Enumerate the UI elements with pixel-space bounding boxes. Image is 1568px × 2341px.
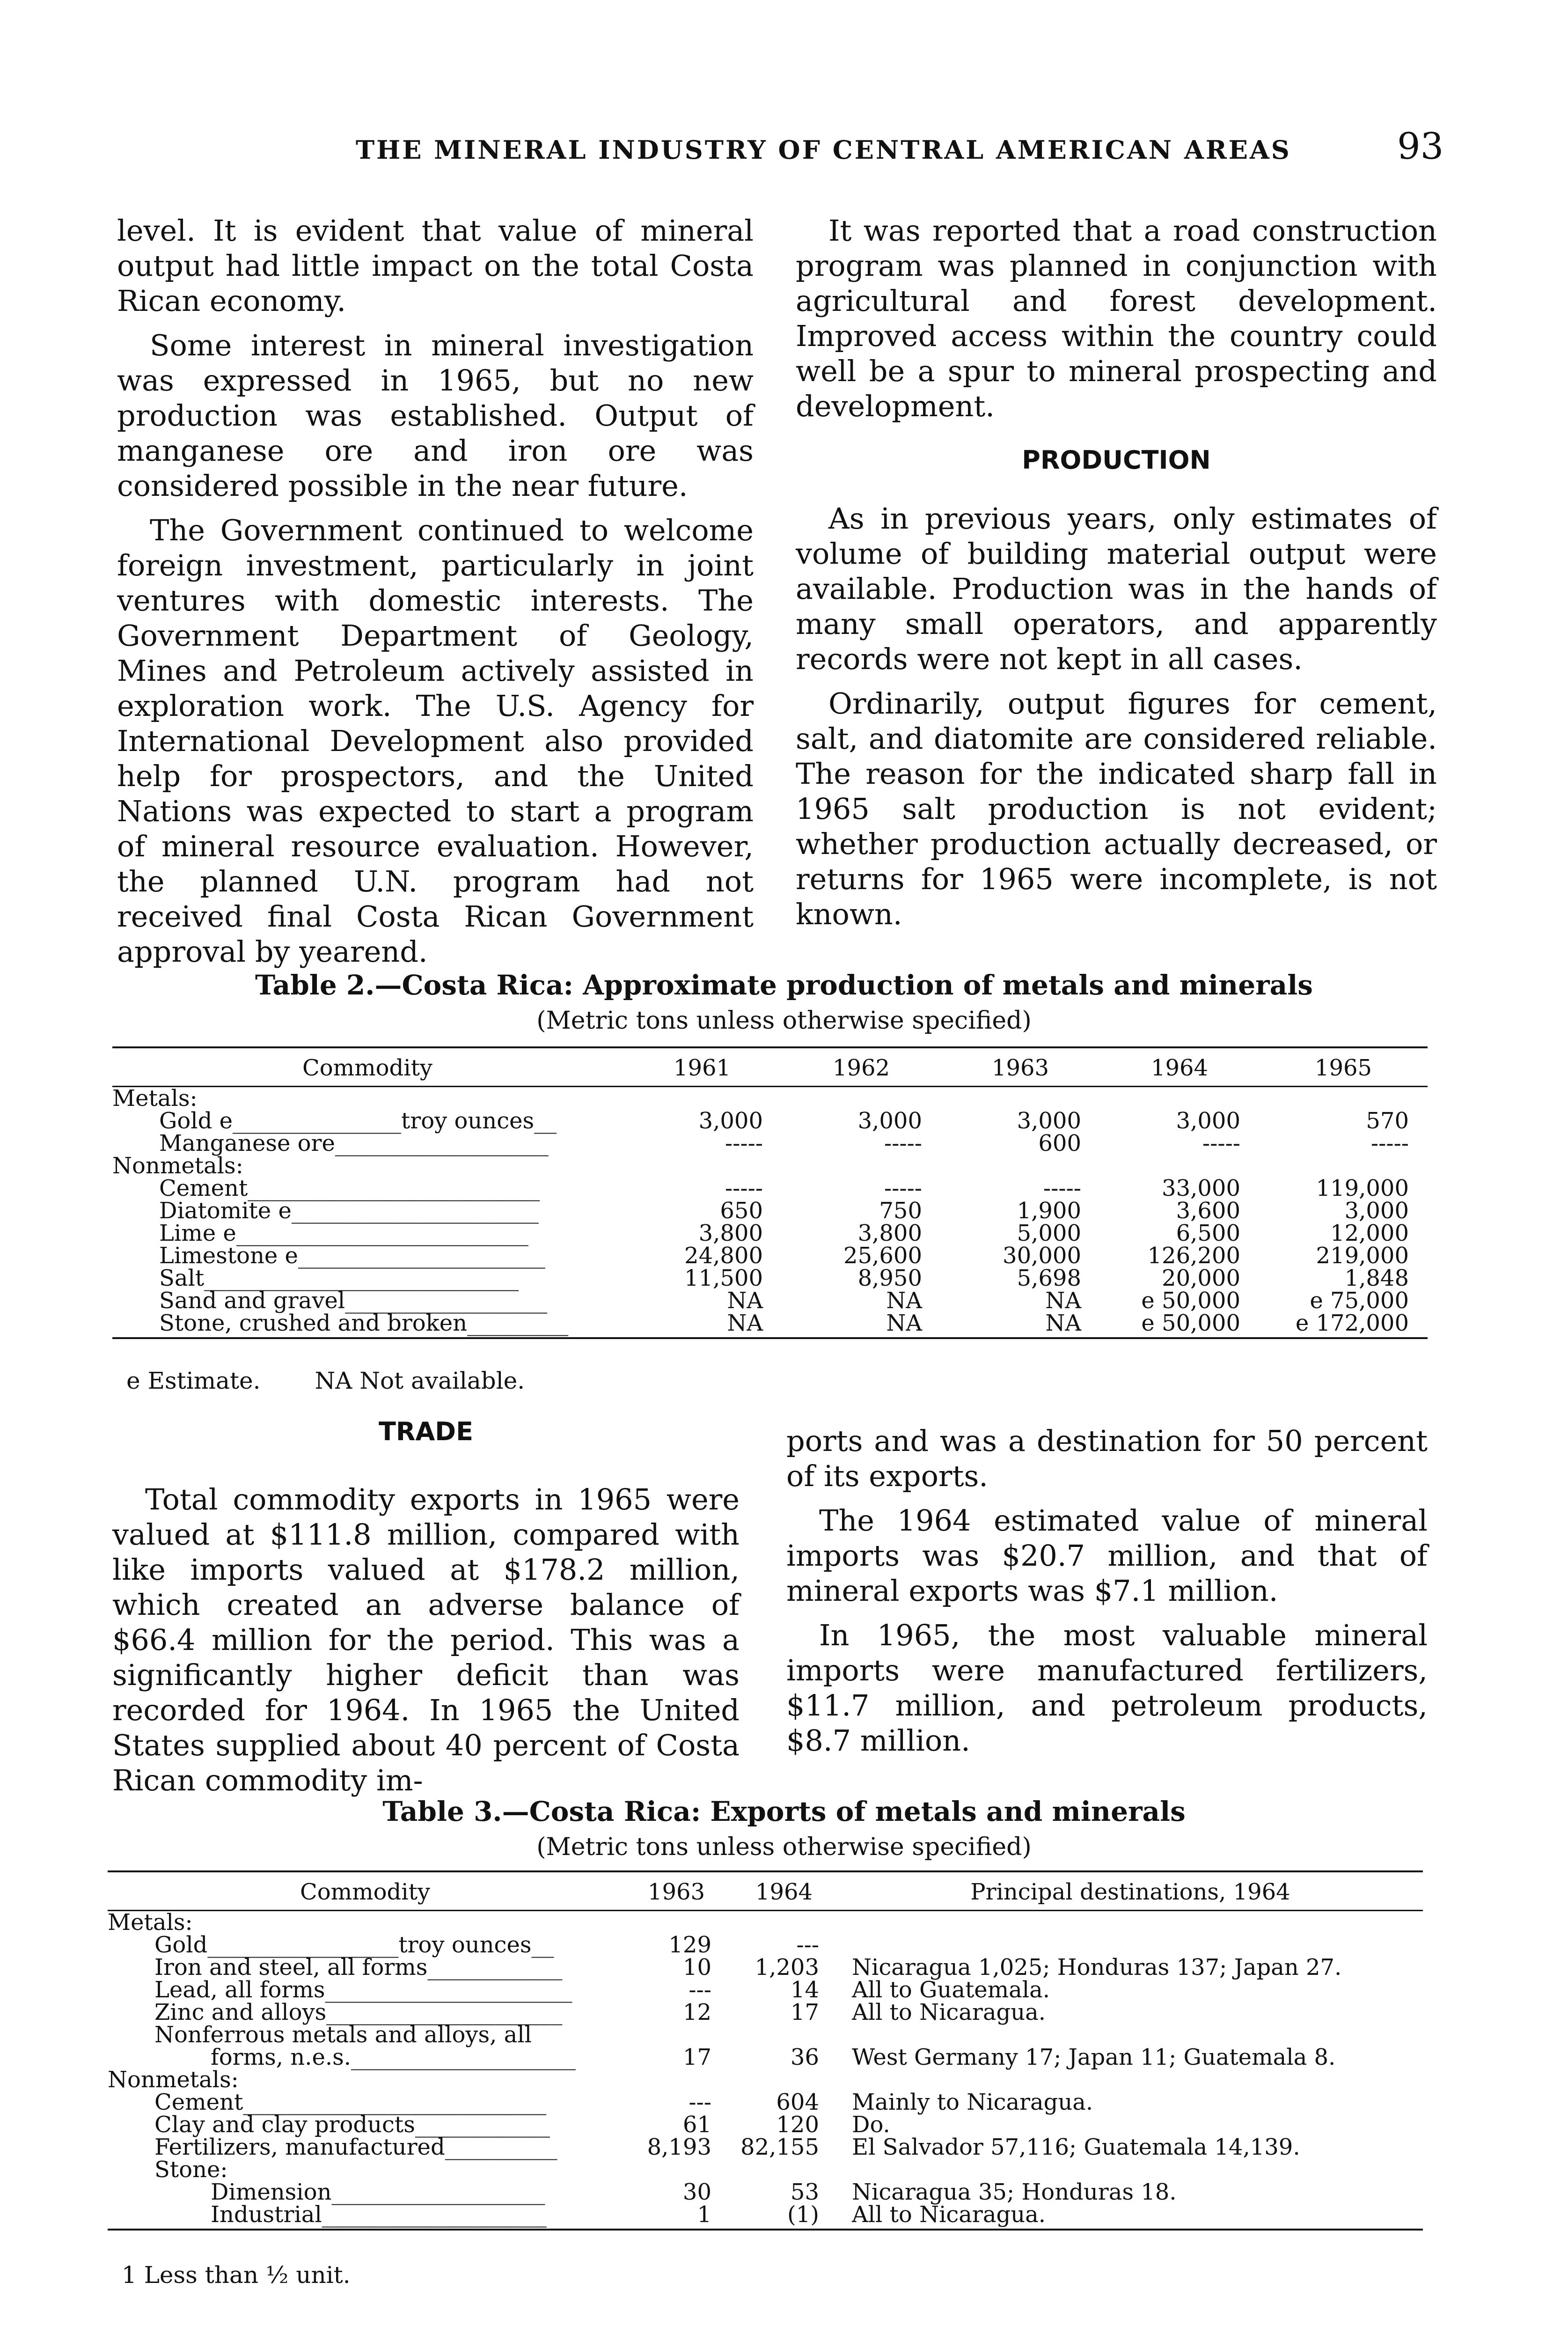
paragraph: ports and was a destination for 50 percent of its exports. xyxy=(786,1424,1428,1493)
table-row xyxy=(108,1911,1423,1934)
value-cell xyxy=(782,1155,941,1177)
value-cell: 8,193 xyxy=(647,2134,711,2160)
paragraph: It was reported that a road construction program was planned in conjunction with agricultural and forest development. Improved access within the country could well be a spur to mineral prospecting and development. xyxy=(796,213,1437,423)
left-column-top xyxy=(117,213,754,979)
value-cell: 25,600 xyxy=(843,1243,922,1269)
value-cell: 10 xyxy=(682,1954,711,1980)
value-cell: 219,000 xyxy=(1316,1243,1409,1269)
table-row xyxy=(108,2024,1423,2046)
value-cell: --- xyxy=(689,2089,711,2115)
value-cell: 1,203 xyxy=(755,1954,819,1980)
value-cell: 24,800 xyxy=(684,1243,763,1269)
value-cell: 61 xyxy=(682,2112,711,2138)
paragraph: As in previous years, only estimates of volume of building material output were available. Production was in the hands of many small operators, and apparently records were not kept in all cases. xyxy=(796,501,1437,676)
value-cell: 119,000 xyxy=(1316,1175,1409,1201)
table-body xyxy=(108,1911,1423,2230)
destination-cell: El Salvador 57,116; Guatemala 14,139. xyxy=(852,2134,1300,2160)
destination-cell: Mainly to Nicaragua. xyxy=(852,2089,1093,2115)
table-row xyxy=(108,2181,1423,2203)
column-header: 1963 xyxy=(623,1871,730,1911)
commodity-cell: Stone, crushed and broken_________ xyxy=(112,1312,623,1338)
column-header: 1964 xyxy=(1100,1047,1259,1087)
value-cell xyxy=(941,1155,1100,1177)
table3-footnote: 1 Less than ½ unit. xyxy=(122,2261,351,2289)
commodity-cell: Gold_________________troy ounces__ xyxy=(154,1932,554,1958)
commodity-cell: Nonferrous metals and alloys, all xyxy=(154,2022,532,2048)
right-column-top xyxy=(796,213,1437,941)
commodity-cell: Lead, all forms______________________ xyxy=(154,1977,572,2003)
commodity-cell: Diatomite e______________________ xyxy=(159,1198,539,1224)
paragraph: Ordinarily, output figures for cement, salt, and diatomite are considered reliable. The reason for the indicated sharp fall in 1965 salt production is not evident; whether production actually decreased, or returns for 1965 were incomplete, is not known. xyxy=(796,686,1437,931)
value-cell: --- xyxy=(689,1977,711,2003)
value-cell: NA xyxy=(1045,1288,1081,1314)
value-cell: 126,200 xyxy=(1147,1243,1240,1269)
destination-cell xyxy=(838,2024,1423,2046)
table-row xyxy=(112,1200,1428,1222)
value-cell: NA xyxy=(886,1288,922,1314)
commodity-cell: Clay and clay products____________ xyxy=(154,2112,550,2138)
value-cell: 1,900 xyxy=(1017,1198,1081,1224)
value-cell xyxy=(623,1087,782,1110)
table-row xyxy=(108,2158,1423,2181)
table-row xyxy=(108,2091,1423,2113)
value-cell: 8,950 xyxy=(857,1265,922,1291)
destination-cell xyxy=(838,2069,1423,2091)
value-cell: NA xyxy=(623,1312,782,1338)
value-cell: 600 xyxy=(1038,1130,1081,1156)
value-cell: e 50,000 xyxy=(1100,1312,1259,1338)
value-cell: 129 xyxy=(668,1932,711,1958)
table-row xyxy=(112,1244,1428,1267)
commodity-cell: Gold e_______________troy ounces__ xyxy=(159,1108,557,1134)
table-body xyxy=(112,1087,1428,1339)
paragraph: Total commodity exports in 1965 were valued at $111.8 million, compared with like imports valued at $178.2 million, which created an adverse balance of $66.4 million for the period. This was a significantly higher deficit than was recorded for 1964. In 1965 the United States supplied about 40 percent of Costa Rican commodity im- xyxy=(112,1482,740,1797)
table-row xyxy=(108,2113,1423,2136)
column-header: 1965 xyxy=(1259,1047,1428,1087)
commodity-cell: Zinc and alloys_____________________ xyxy=(154,1999,563,2025)
value-cell: 3,600 xyxy=(1176,1198,1240,1224)
value-cell xyxy=(623,1911,730,1934)
value-cell xyxy=(730,2069,838,2091)
value-cell: ----- xyxy=(884,1175,922,1201)
value-cell: e 50,000 xyxy=(1141,1288,1240,1314)
value-cell: NA xyxy=(941,1312,1100,1338)
destination-cell xyxy=(838,1934,1423,1956)
value-cell: 750 xyxy=(879,1198,922,1224)
column-header: 1961 xyxy=(623,1047,782,1087)
table3-title: Table 3.—Costa Rica: Exports of metals and minerals xyxy=(382,1796,1186,1827)
left-column-trade xyxy=(112,1414,740,1807)
table-row xyxy=(108,2069,1423,2091)
value-cell: 11,500 xyxy=(684,1265,763,1291)
value-cell: NA xyxy=(727,1288,763,1314)
exports-table xyxy=(108,1870,1423,2231)
value-cell: ----- xyxy=(1202,1130,1240,1156)
column-header: Principal destinations, 1964 xyxy=(838,1871,1423,1911)
value-cell: 3,800 xyxy=(698,1220,763,1246)
footnote-na: NA Not available. xyxy=(315,1367,525,1394)
paragraph: The 1964 estimated value of mineral imports was $20.7 million, and that of mineral exports was $7.1 million. xyxy=(786,1503,1428,1608)
value-cell xyxy=(1100,1155,1259,1177)
value-cell: 1 xyxy=(623,2203,730,2230)
value-cell: 36 xyxy=(790,2044,819,2070)
table-header-row xyxy=(112,1047,1428,1087)
value-cell: 20,000 xyxy=(1162,1265,1240,1291)
value-cell: e 172,000 xyxy=(1259,1312,1428,1338)
value-cell: NA xyxy=(782,1312,941,1338)
value-cell: ----- xyxy=(884,1130,922,1156)
table-row xyxy=(112,1222,1428,1244)
value-cell: 3,000 xyxy=(1017,1108,1081,1134)
table-row xyxy=(112,1289,1428,1312)
commodity-cell: Fertilizers, manufactured__________ xyxy=(154,2134,557,2160)
table-row xyxy=(108,1956,1423,1979)
destination-cell: All to Nicaragua. xyxy=(838,2203,1423,2230)
value-cell: 53 xyxy=(790,2179,819,2205)
value-cell: 650 xyxy=(720,1198,763,1224)
commodity-cell: Iron and steel, all forms____________ xyxy=(154,1954,563,1980)
column-header: 1964 xyxy=(730,1871,838,1911)
commodity-cell: Limestone e______________________ xyxy=(159,1243,545,1269)
destination-cell: Nicaragua 1,025; Honduras 137; Japan 27. xyxy=(852,1954,1342,1980)
value-cell: 6,500 xyxy=(1176,1220,1240,1246)
column-header: 1962 xyxy=(782,1047,941,1087)
destination-cell: Do. xyxy=(852,2112,890,2138)
value-cell xyxy=(623,2069,730,2091)
commodity-cell: Salt____________________________ xyxy=(159,1265,519,1291)
commodity-cell: Nonmetals: xyxy=(112,1153,243,1179)
commodity-cell: Dimension___________________ xyxy=(211,2179,545,2205)
commodity-cell: Stone: xyxy=(154,2157,228,2183)
value-cell: 5,698 xyxy=(1017,1265,1081,1291)
table-row xyxy=(112,1312,1428,1338)
paragraph: In 1965, the most valuable mineral imports were manufactured fertilizers, $11.7 million, and petroleum products, $8.7 million. xyxy=(786,1618,1428,1758)
value-cell: 1,848 xyxy=(1344,1265,1409,1291)
paragraph: level. It is evident that value of mineral output had little impact on the total Costa Rican economy. xyxy=(117,213,754,318)
page-number: 93 xyxy=(1397,125,1444,168)
value-cell: ----- xyxy=(725,1175,763,1201)
table-row xyxy=(108,2046,1423,2069)
value-cell xyxy=(623,2024,730,2046)
footnote-estimate: e Estimate. xyxy=(126,1367,261,1394)
commodity-cell: Industrial____________________ xyxy=(108,2203,623,2230)
value-cell: 5,000 xyxy=(1017,1220,1081,1246)
destination-cell: West Germany 17; Japan 11; Guatemala 8. xyxy=(852,2044,1336,2070)
destination-cell xyxy=(838,1911,1423,1934)
commodity-cell: Metals: xyxy=(112,1085,198,1112)
value-cell: 17 xyxy=(682,2044,711,2070)
value-cell xyxy=(1259,1087,1428,1110)
value-cell: 3,000 xyxy=(698,1108,763,1134)
value-cell: ----- xyxy=(725,1130,763,1156)
right-column-trade xyxy=(786,1423,1428,1767)
section-heading-production: PRODUCTION xyxy=(1022,445,1211,475)
table-row xyxy=(112,1132,1428,1155)
destination-cell: All to Guatemala. xyxy=(852,1977,1050,2003)
commodity-cell: forms, n.e.s.____________________ xyxy=(211,2044,576,2070)
commodity-cell: Nonmetals: xyxy=(108,2067,239,2093)
page-header xyxy=(0,125,1568,182)
value-cell: 14 xyxy=(790,1977,819,2003)
running-title: THE MINERAL INDUSTRY OF CENTRAL AMERICAN AREAS xyxy=(356,135,1291,165)
paragraph: The Government continued to welcome foreign investment, particularly in joint ventures with domestic interests. The Government Department of Geology, Mines and Petroleum actively assisted in exploration work. The U.S. Agency for International Development also provided help for prospectors, and the United Nations was expected to start a program of mineral resource evaluation. However, the planned U.N. program had not received final Costa Rican Government approval by yearend. xyxy=(117,513,754,969)
table-row xyxy=(112,1267,1428,1289)
paragraph: Some interest in mineral investigation was expressed in 1965, but no new production was established. Output of manganese ore and iron ore was considered possible in the near future. xyxy=(117,328,754,503)
value-cell: (1) xyxy=(730,2203,838,2230)
commodity-cell: Cement___________________________ xyxy=(154,2089,547,2115)
table-row xyxy=(108,1934,1423,1956)
value-cell: 82,155 xyxy=(740,2134,819,2160)
section-heading-trade: TRADE xyxy=(379,1417,473,1446)
value-cell: 3,000 xyxy=(1176,1108,1240,1134)
value-cell: 604 xyxy=(776,2089,819,2115)
value-cell: 120 xyxy=(776,2112,819,2138)
value-cell: 33,000 xyxy=(1162,1175,1240,1201)
value-cell: --- xyxy=(796,1932,819,1958)
commodity-cell: Sand and gravel__________________ xyxy=(159,1288,548,1314)
value-cell: ----- xyxy=(1370,1130,1409,1156)
table2-title: Table 2.—Costa Rica: Approximate production of metals and minerals xyxy=(255,969,1313,1001)
table-row xyxy=(112,1087,1428,1110)
value-cell: 3,000 xyxy=(857,1108,922,1134)
table-row xyxy=(108,1979,1423,2001)
commodity-cell: Manganese ore___________________ xyxy=(159,1130,549,1156)
value-cell xyxy=(730,1911,838,1934)
value-cell: 12 xyxy=(682,1999,711,2025)
value-cell xyxy=(1100,1087,1259,1110)
value-cell: 30,000 xyxy=(1003,1243,1081,1269)
value-cell: 570 xyxy=(1366,1108,1409,1134)
value-cell: ----- xyxy=(1043,1175,1081,1201)
value-cell xyxy=(941,1087,1100,1110)
value-cell: 3,800 xyxy=(857,1220,922,1246)
value-cell: 12,000 xyxy=(1330,1220,1409,1246)
column-header: Commodity xyxy=(108,1871,623,1911)
table2-footnotes xyxy=(126,1367,525,1394)
value-cell xyxy=(730,2158,838,2181)
column-header: 1963 xyxy=(941,1047,1100,1087)
table3-subtitle: (Metric tons unless otherwise specified) xyxy=(536,1833,1032,1861)
table-row xyxy=(108,2203,1423,2230)
value-cell xyxy=(623,1155,782,1177)
column-header: Commodity xyxy=(112,1047,623,1087)
value-cell: 17 xyxy=(790,1999,819,2025)
destination-cell: All to Nicaragua. xyxy=(852,1999,1046,2025)
value-cell xyxy=(623,2158,730,2181)
production-table xyxy=(112,1046,1428,1339)
table-row xyxy=(108,2001,1423,2024)
value-cell: e 75,000 xyxy=(1310,1288,1409,1314)
table-row xyxy=(112,1155,1428,1177)
value-cell xyxy=(782,1087,941,1110)
commodity-cell: Cement__________________________ xyxy=(159,1175,540,1201)
value-cell xyxy=(1259,1155,1428,1177)
commodity-cell: Lime e__________________________ xyxy=(159,1220,528,1246)
value-cell xyxy=(730,2024,838,2046)
value-cell: 3,000 xyxy=(1344,1198,1409,1224)
table-row xyxy=(112,1110,1428,1132)
value-cell: 30 xyxy=(682,2179,711,2205)
commodity-cell: Metals: xyxy=(108,1909,193,1936)
destination-cell xyxy=(838,2158,1423,2181)
table-header-row xyxy=(108,1871,1423,1911)
table-row xyxy=(108,2136,1423,2158)
table2-subtitle: (Metric tons unless otherwise specified) xyxy=(536,1007,1032,1035)
table-row xyxy=(112,1177,1428,1200)
destination-cell: Nicaragua 35; Honduras 18. xyxy=(852,2179,1177,2205)
